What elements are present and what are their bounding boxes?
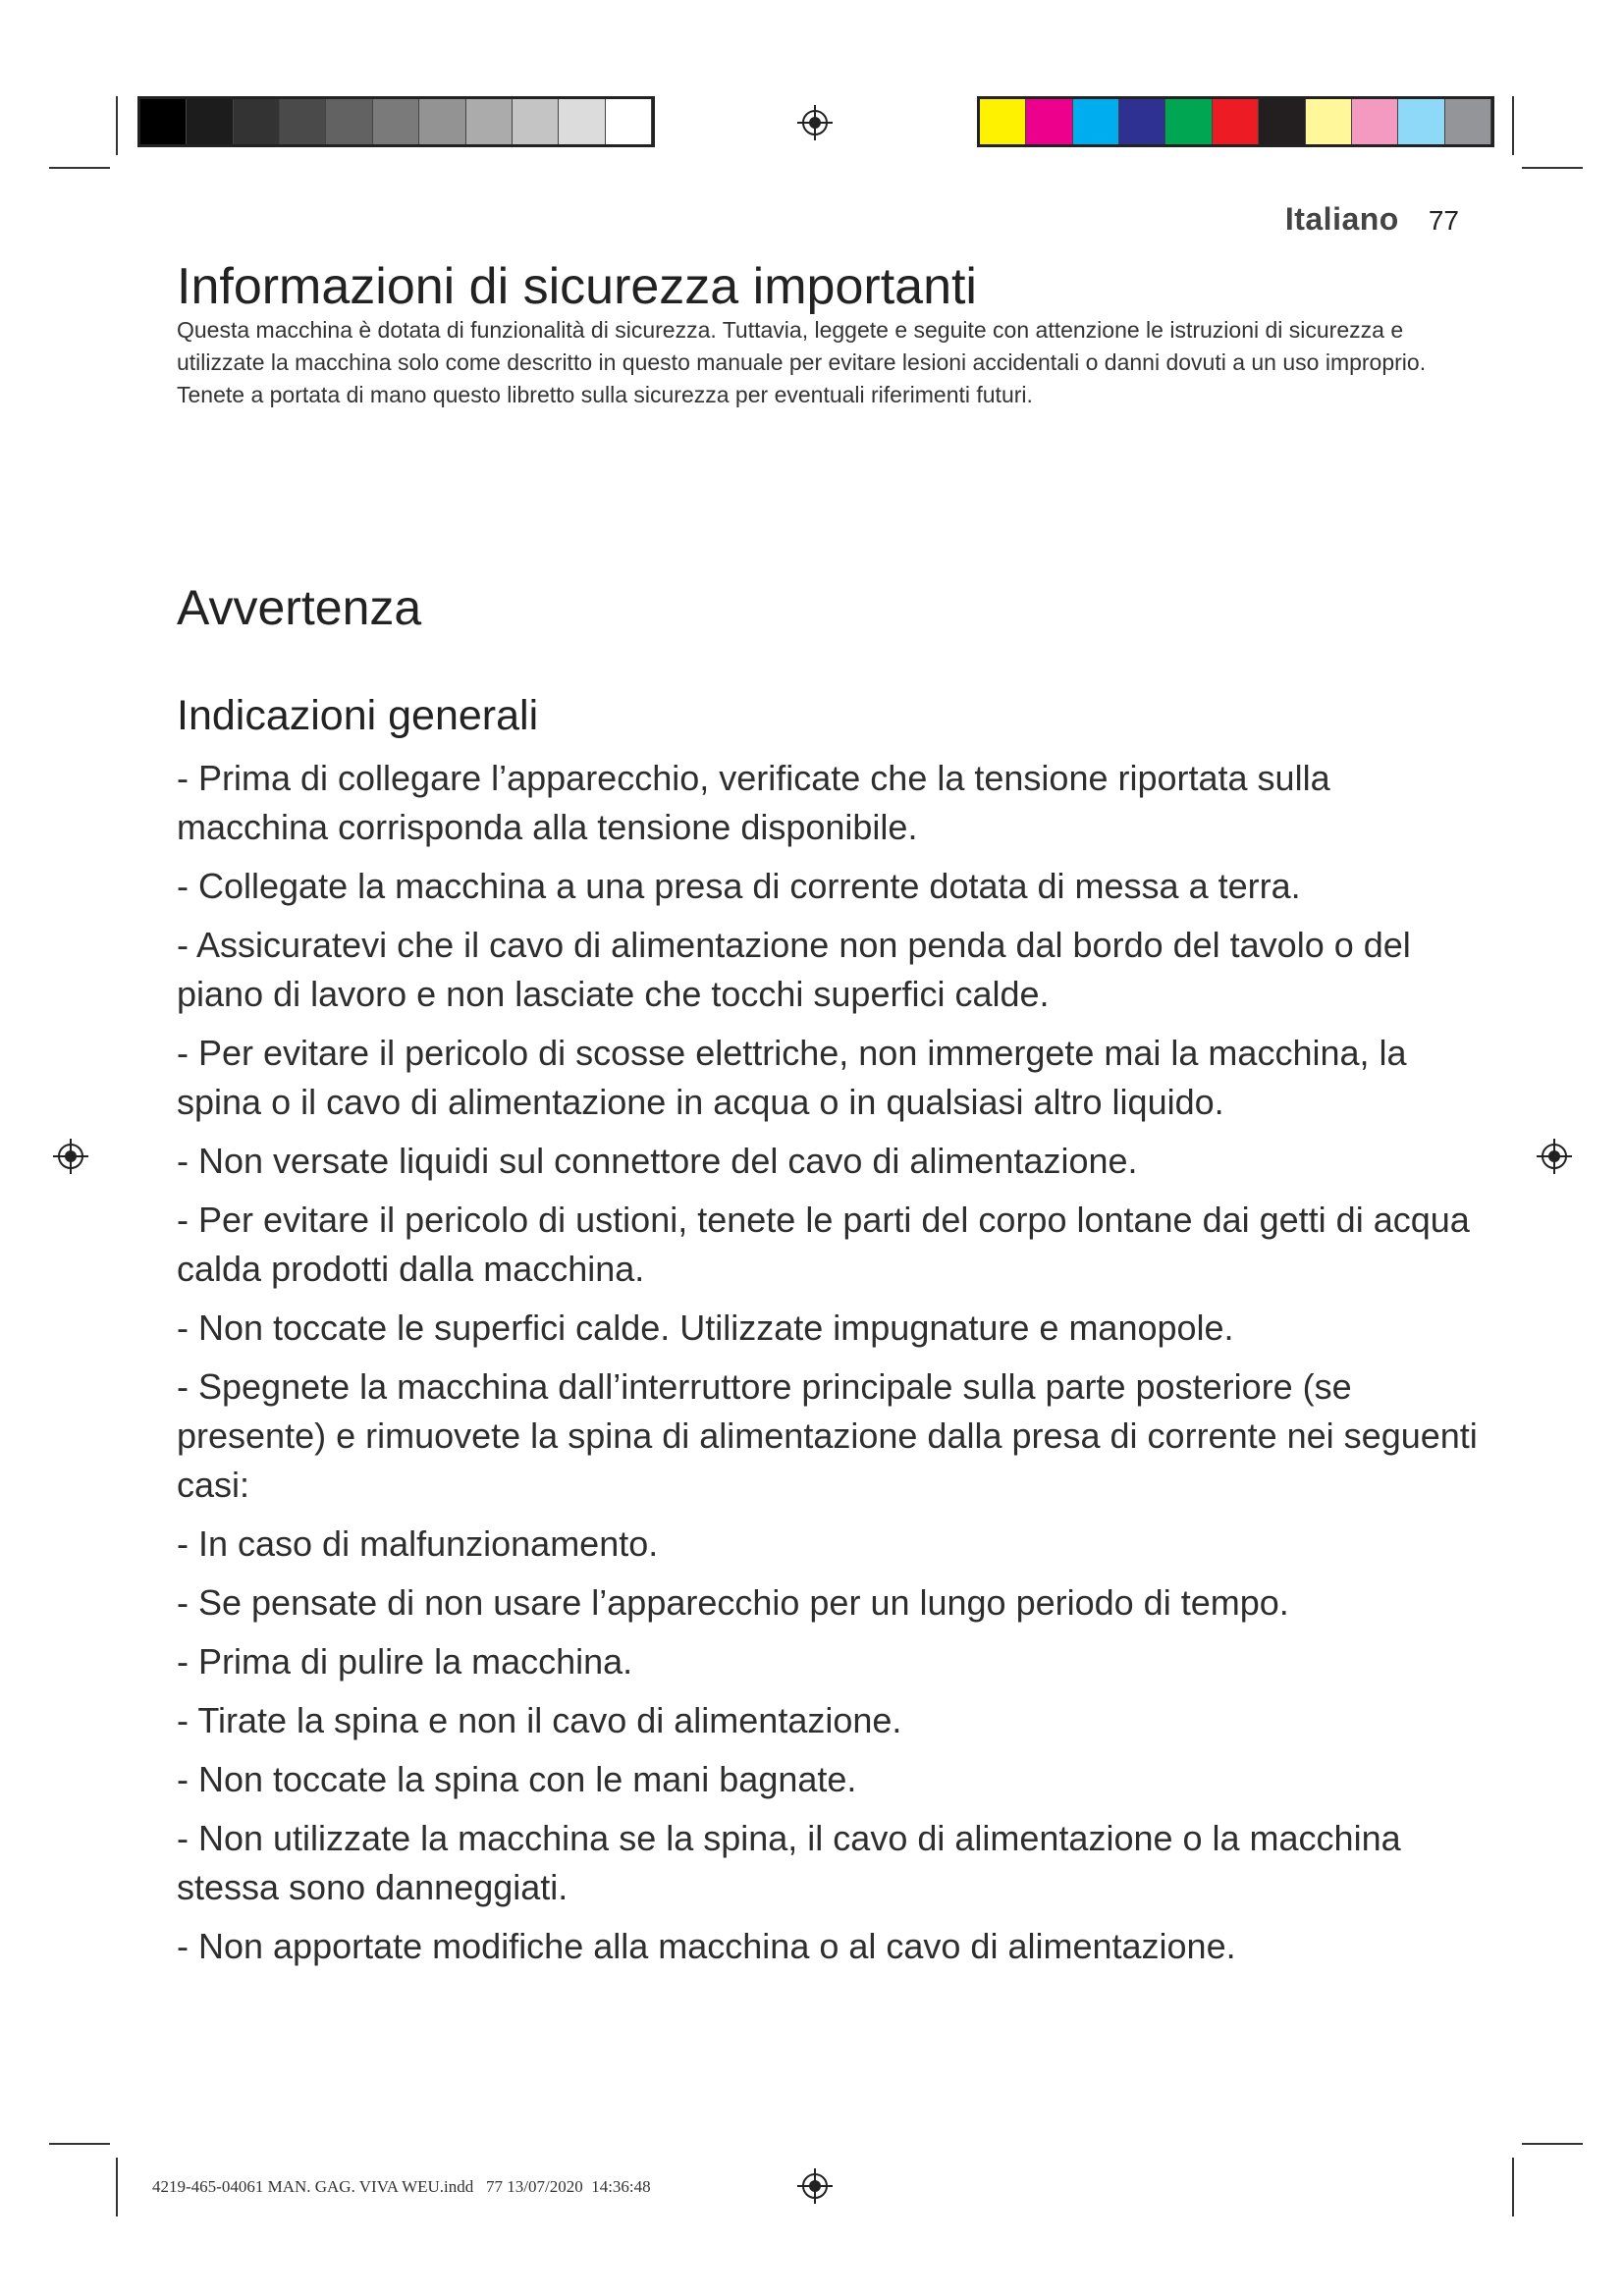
color-swatch: [1073, 99, 1119, 144]
safety-instruction-item: - Per evitare il pericolo di ustioni, tenete le parti del corpo lontane dai getti di acqua calda prodotti dalla macchina.: [177, 1200, 1470, 1289]
registration-mark-right-icon: [1535, 1137, 1574, 1176]
safety-instruction-item: - Non versate liquidi sul connettore del cavo di alimentazione.: [177, 1141, 1138, 1181]
registration-mark-left-icon: [51, 1137, 90, 1176]
safety-instruction-item: - Non toccate le superfici calde. Utilizzate impugnature e manopole.: [177, 1308, 1234, 1348]
gray-swatch: [513, 99, 559, 144]
warning-heading: Avvertenza: [177, 580, 422, 635]
language-label: Italiano: [1284, 201, 1399, 237]
safety-instruction-item: - Non toccate la spina con le mani bagnate.: [177, 1759, 857, 1799]
gray-swatch: [187, 99, 233, 144]
footer-time: 14:36:48: [591, 2177, 651, 2196]
safety-instruction-item: - Non apportate modifiche alla macchina o al cavo di alimentazione.: [177, 1926, 1236, 1966]
footer-file-info: 4219-465-04061 MAN. GAG. VIVA WEU.indd 77: [152, 2177, 503, 2196]
gray-swatch: [559, 99, 605, 144]
crop-mark-bottom-right-h: [1522, 2143, 1583, 2145]
gray-swatch: [419, 99, 465, 144]
crop-mark-top-right-h: [1522, 167, 1583, 169]
color-swatch: [1306, 99, 1352, 144]
gray-swatch: [280, 99, 326, 144]
safety-instruction-item: - Se pensate di non usare l’apparecchio per un lungo periodo di tempo.: [177, 1582, 1289, 1623]
intro-section: [177, 260, 1463, 411]
intro-paragraph: Questa macchina è dotata di funzionalità di sicurezza. Tuttavia, leggete e seguite con attenzione le istruzioni di sicurezza e utilizzate la macchina solo come descritto in questo manuale per evitare lesioni accidentali o danni dovuti a un uso improprio. Tenete a portata di mano questo libretto sulla sicurezza per eventuali riferimenti futuri.: [177, 316, 1427, 407]
running-header: [1285, 201, 1459, 238]
color-swatch: [1445, 99, 1491, 144]
gray-swatch: [234, 99, 280, 144]
registration-mark-bottom-icon: [795, 2166, 835, 2206]
safety-instruction-item: - Collegate la macchina a una presa di corrente dotata di messa a terra.: [177, 866, 1301, 906]
process-color-bar: [977, 96, 1494, 147]
crop-mark-top-left-v: [116, 96, 118, 155]
color-swatch: [1352, 99, 1398, 144]
color-swatch: [1165, 99, 1212, 144]
color-swatch: [1259, 99, 1305, 144]
safety-instruction-item: - Assicuratevi che il cavo di alimentazione non penda dal bordo del tavolo o del piano di lavoro e non lasciate che tocchi superfici calde.: [177, 925, 1411, 1014]
color-swatch: [1398, 99, 1444, 144]
safety-instruction-item: - Prima di pulire la macchina.: [177, 1641, 633, 1682]
general-indications-heading: Indicazioni generali: [177, 692, 539, 739]
safety-instruction-item: - Prima di collegare l’apparecchio, verificate che la tensione riportata sulla macchina corrisponda alla tensione disponibile.: [177, 758, 1330, 847]
registration-mark-top-icon: [795, 103, 835, 142]
crop-mark-bottom-right-v: [1512, 2158, 1514, 2216]
gray-swatch: [140, 99, 187, 144]
safety-instruction-item: - Non utilizzate la macchina se la spina, il cavo di alimentazione o la macchina stessa sono danneggiati.: [177, 1818, 1401, 1907]
color-swatch: [980, 99, 1026, 144]
color-swatch: [1213, 99, 1259, 144]
print-slug-footer: [152, 2177, 651, 2197]
gray-swatch: [373, 99, 419, 144]
crop-mark-top-right-v: [1512, 96, 1514, 155]
safety-instruction-item: - Spegnete la macchina dall’interruttore principale sulla parte posteriore (se presente) e rimuovete la spina di alimentazione dalla presa di corrente nei seguenti casi:: [177, 1366, 1478, 1505]
crop-mark-bottom-left-h: [49, 2143, 110, 2145]
page-title: Informazioni di sicurezza importanti: [177, 258, 977, 315]
gray-swatch: [466, 99, 513, 144]
page-number: 77: [1428, 205, 1459, 236]
gray-swatch: [606, 99, 652, 144]
safety-instruction-item: - In caso di malfunzionamento.: [177, 1523, 659, 1564]
grayscale-color-bar: [137, 96, 655, 147]
crop-mark-bottom-left-v: [116, 2158, 118, 2216]
color-swatch: [1026, 99, 1072, 144]
footer-date: 13/07/2020: [507, 2177, 583, 2196]
crop-mark-top-left-h: [49, 167, 110, 169]
gray-swatch: [326, 99, 372, 144]
color-swatch: [1119, 99, 1165, 144]
safety-instruction-item: - Tirate la spina e non il cavo di alimentazione.: [177, 1700, 902, 1740]
safety-instructions-list: [177, 754, 1483, 1981]
safety-instruction-item: - Per evitare il pericolo di scosse elettriche, non immergete mai la macchina, la spina o il cavo di alimentazione in acqua o in qualsiasi altro liquido.: [177, 1033, 1407, 1122]
